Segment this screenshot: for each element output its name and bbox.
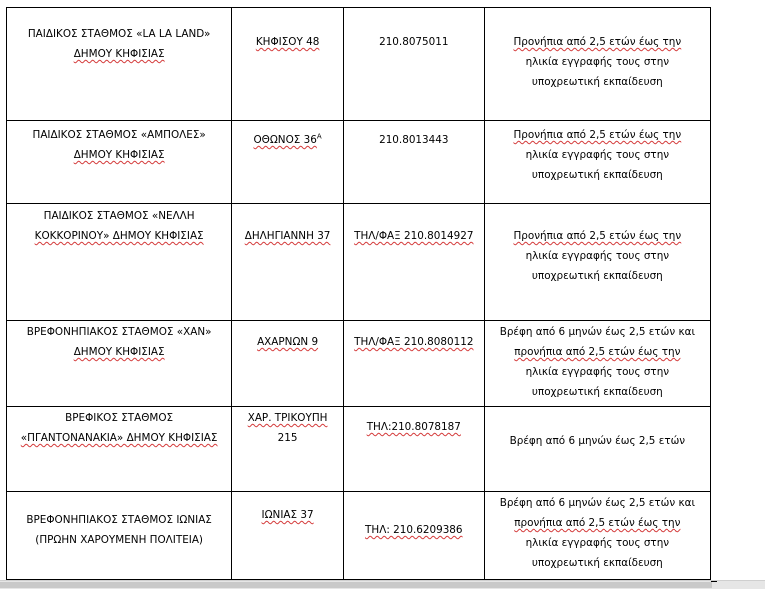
nursery-name-line: ΒΡΕΦΟΝΗΠΙΑΚΟΣ ΣΤΑΘΜΟΣ «ΧΑΝ» <box>26 326 212 338</box>
notes-line: Βρέφη από 6 μηνών έως 2,5 ετών και <box>499 326 695 338</box>
nursery-name-cell <box>7 204 232 321</box>
nursery-name-line: (ΠΡΩΗΝ ΧΑΡΟΥΜΕΝΗ ΠΟΛΙΤΕΙΑ) <box>35 534 203 546</box>
table-row <box>7 492 711 580</box>
phone-text: ΤΗΛ/ΦΑΞ 210.8080112 <box>354 336 474 348</box>
address-cell <box>232 492 344 580</box>
notes-line: προνήπια από 2,5 ετών έως την <box>514 517 681 529</box>
scrollbar-thumb[interactable] <box>0 582 712 588</box>
nurseries-table <box>6 7 711 580</box>
notes-line: ηλικία εγγραφής τους στην <box>525 366 670 378</box>
address-text: ΙΩΝΙΑΣ 37 <box>261 509 314 521</box>
nursery-name-line: «ΠΓΑΝΤΟΝΑΝΑΚΙΑ» ΔΗΜΟΥ ΚΗΦΙΣΙΑΣ <box>20 432 218 444</box>
nursery-name-line: ΠΑΙΔΙΚΟΣ ΣΤΑΘΜΟΣ «LA LA LAND» <box>27 28 211 40</box>
notes-cell <box>484 8 710 121</box>
notes-cell <box>484 407 710 492</box>
notes-line: ηλικία εγγραφής τους στην <box>525 250 670 262</box>
notes-line: Βρέφη από 6 μηνών έως 2,5 ετών <box>509 435 686 447</box>
notes-line: υποχρεωτική εκπαίδευση <box>531 270 663 282</box>
nursery-name-line: ΒΡΕΦΙΚΟΣ ΣΤΑΘΜΟΣ <box>65 412 174 424</box>
notes-line: υποχρεωτική εκπαίδευση <box>531 386 663 398</box>
address-cell <box>232 321 344 407</box>
address-superscript: Α <box>316 132 322 141</box>
notes-cell <box>484 121 710 204</box>
nursery-name-cell <box>7 492 232 580</box>
notes-line: υποχρεωτική εκπαίδευση <box>531 76 663 88</box>
phone-cell <box>343 121 484 204</box>
nursery-name-line: ΠΑΙΔΙΚΟΣ ΣΤΑΘΜΟΣ «ΑΜΠΟΛΕΣ» <box>32 129 206 141</box>
notes-line: προνήπια από 2,5 ετών έως την <box>514 346 681 358</box>
table-row <box>7 204 711 321</box>
nursery-name-line: ΚΟΚΚΟΡΙΝΟΥ» ΔΗΜΟΥ ΚΗΦΙΣΙΑΣ <box>34 230 204 242</box>
phone-cell <box>343 321 484 407</box>
table-row <box>7 321 711 407</box>
nursery-name-line: ΔΗΜΟΥ ΚΗΦΙΣΙΑΣ <box>73 48 165 60</box>
nursery-name-line: ΒΡΕΦΟΝΗΠΙΑΚΟΣ ΣΤΑΘΜΟΣ ΙΩΝΙΑΣ <box>26 514 212 526</box>
nursery-name-line: ΠΑΙΔΙΚΟΣ ΣΤΑΘΜΟΣ «ΝΕΛΛΗ <box>43 210 195 222</box>
notes-line: ηλικία εγγραφής τους στην <box>525 149 670 161</box>
phone-text: ΤΗΛ: 210.6209386 <box>365 524 463 536</box>
phone-text: 210.8075011 <box>379 36 449 48</box>
address-text: ΟΘΩΝΟΣ 36 <box>253 134 317 146</box>
notes-line: Προνήπια από 2,5 ετών έως την <box>513 36 682 48</box>
address-cell <box>232 121 344 204</box>
phone-cell <box>343 492 484 580</box>
phone-cell <box>343 407 484 492</box>
address-text: 215 <box>277 432 298 444</box>
address-text: ΔΗΛΗΓΙΑΝΝΗ 37 <box>244 230 331 242</box>
table-row <box>7 8 711 121</box>
table-row <box>7 407 711 492</box>
nursery-name-line: ΔΗΜΟΥ ΚΗΦΙΣΙΑΣ <box>73 149 165 161</box>
phone-cell <box>343 204 484 321</box>
notes-cell <box>484 492 710 580</box>
phone-cell <box>343 8 484 121</box>
table-row <box>7 121 711 204</box>
phone-text: 210.8013443 <box>379 134 449 146</box>
address-text: ΚΗΦΙΣΟΥ 48 <box>255 36 320 48</box>
notes-line: υποχρεωτική εκπαίδευση <box>531 169 663 181</box>
address-cell <box>232 407 344 492</box>
nursery-name-line: ΔΗΜΟΥ ΚΗΦΙΣΙΑΣ <box>73 346 165 358</box>
notes-line: υποχρεωτική εκπαίδευση <box>531 557 663 569</box>
address-text: ΧΑΡ. ΤΡΙΚΟΥΠΗ <box>247 412 328 424</box>
nursery-name-cell <box>7 321 232 407</box>
nursery-name-cell <box>7 8 232 121</box>
phone-text: ΤΗΛ:210.8078187 <box>366 421 461 433</box>
notes-cell <box>484 321 710 407</box>
notes-cell <box>484 204 710 321</box>
phone-text: ΤΗΛ/ΦΑΞ 210.8014927 <box>354 230 474 242</box>
notes-line: ηλικία εγγραφής τους στην <box>525 56 670 68</box>
notes-line: Προνήπια από 2,5 ετών έως την <box>513 129 682 141</box>
notes-line: ηλικία εγγραφής τους στην <box>525 537 670 549</box>
address-cell <box>232 8 344 121</box>
page-corner-mark <box>711 581 717 582</box>
notes-line: Βρέφη από 6 μηνών έως 2,5 ετών και <box>499 497 695 509</box>
nursery-name-cell <box>7 407 232 492</box>
nursery-name-cell <box>7 121 232 204</box>
address-text: ΑΧΑΡΝΩΝ 9 <box>257 336 319 348</box>
notes-line: Προνήπια από 2,5 ετών έως την <box>513 230 682 242</box>
address-cell <box>232 204 344 321</box>
